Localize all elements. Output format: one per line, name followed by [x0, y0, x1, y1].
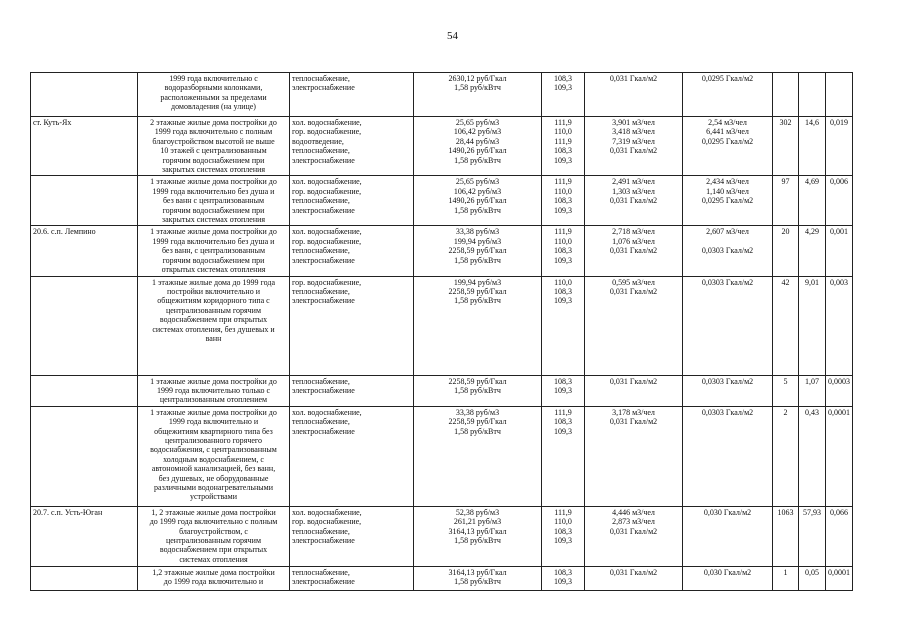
utilities-cell-line: хол. водоснабжение, — [292, 118, 362, 127]
tariff-cell-line: 261,21 руб/м3 — [453, 517, 502, 527]
consumption-norm-cell-line: 0,031 Гкал/м2 — [609, 526, 658, 536]
utilities-cell-line: теплоснабжение, — [292, 246, 350, 256]
households-count-cell: 302 — [773, 117, 799, 176]
index-cell-line: 111,9 — [554, 118, 572, 127]
households-count-cell: 2 — [773, 406, 799, 506]
tariff-cell-line: 1490,26 руб/Гкал — [448, 196, 507, 206]
housing-description-cell-line: постройки включительно и — [167, 286, 260, 296]
consumption-norm-cell — [585, 226, 683, 276]
index-cell-line: 111,9 — [554, 136, 572, 146]
housing-description-cell — [138, 506, 290, 566]
subsidy-norm-cell-line: 0,0295 Гкал/м2 — [701, 136, 754, 146]
table-row — [31, 73, 853, 117]
subsidy-norm-cell-line: 0,0303 Гкал/м2 — [701, 277, 754, 287]
table-row — [31, 176, 853, 226]
consumption-norm-cell-line: 0,031 Гкал/м2 — [609, 196, 658, 206]
tariff-cell-line: 3164,13 руб/Гкал — [448, 526, 507, 536]
consumption-norm-cell-line: 0,031 Гкал/м2 — [609, 286, 658, 296]
housing-description-cell-line: без ванн, с централизованным — [161, 246, 266, 256]
subsidy-norm-cell — [683, 226, 773, 276]
housing-description-cell-line: различными водонагревательными — [154, 482, 273, 492]
housing-description-cell-line: 1 этажные жилые дома постройки до — [150, 407, 277, 417]
tariff-cell-line: 199,94 руб/м3 — [453, 236, 502, 246]
housing-description-cell — [138, 406, 290, 506]
housing-description-cell-line: без ванн с централизованным — [162, 196, 265, 206]
households-count-cell: 1 — [773, 566, 799, 590]
housing-description-cell — [138, 566, 290, 590]
housing-description-cell-line: расположенными за пределами — [160, 92, 267, 102]
consumption-norm-cell — [585, 73, 683, 117]
households-count-cell: 5 — [773, 375, 799, 406]
housing-description-cell-line: 1999 года включительно с — [169, 74, 258, 83]
tariff-cell-line: 33,38 руб/м3 — [455, 407, 500, 417]
subsidy-norm-cell — [683, 566, 773, 590]
housing-description-cell-line: водоснабжением при открытых — [159, 315, 268, 325]
settlement-cell — [31, 73, 138, 117]
subsidy-norm-cell — [683, 375, 773, 406]
housing-description-cell-line: 1 этажные жилые дома постройки до — [150, 376, 277, 386]
subsidy-norm-cell — [683, 406, 773, 506]
tariff-cell-line: 1,58 руб/кВтч — [454, 205, 501, 215]
housing-description-cell — [138, 276, 290, 375]
housing-description-cell-line: общежитиям коридорного типа с — [157, 296, 270, 306]
index-cell-line: 108,3 — [554, 417, 572, 427]
tariff-table — [30, 72, 853, 591]
housing-description-cell-line: водоснабжения, с централизованным — [150, 445, 277, 455]
share-cell: 0,019 — [826, 117, 853, 176]
housing-description-cell-line: централизованным горячим — [165, 535, 262, 545]
tariff-cell-line: 3164,13 руб/Гкал — [448, 567, 507, 577]
index-cell-line: 110,0 — [554, 127, 572, 137]
utilities-cell-line: гор. водоснабжение, — [292, 127, 362, 137]
consumption-norm-cell-line: 0,031 Гкал/м2 — [609, 376, 658, 386]
consumption-norm-cell-line: 0,031 Гкал/м2 — [609, 74, 658, 83]
subsidy-norm-cell-line: 6,441 м3/чел — [706, 127, 749, 137]
utilities-cell-line: теплоснабжение, — [292, 286, 350, 296]
tariff-cell — [414, 375, 542, 406]
table-row — [31, 406, 853, 506]
index-cell-line: 108,3 — [554, 74, 572, 83]
index-cell-line: 109,3 — [554, 155, 572, 165]
index-cell-line: 111,9 — [554, 507, 572, 517]
subsidy-norm-cell-line: 0,030 Гкал/м2 — [703, 567, 752, 577]
index-cell — [542, 226, 585, 276]
tariff-cell-line: 199,94 руб/м3 — [453, 277, 502, 287]
housing-description-cell-line: 1999 года включительно с полным — [154, 127, 273, 137]
consumption-norm-cell-line: 3,418 м3/чел — [612, 127, 655, 137]
tariff-cell-line: 106,42 руб/м3 — [453, 127, 502, 137]
index-cell — [542, 117, 585, 176]
settlement-cell — [31, 276, 138, 375]
index-cell-line: 111,9 — [554, 227, 572, 237]
housing-description-cell-line: централизованным горячим — [165, 305, 262, 315]
tariff-cell-line: 2630,12 руб/Гкал — [448, 74, 507, 83]
utilities-cell — [290, 375, 414, 406]
tariff-cell-line: 2258,59 руб/Гкал — [448, 286, 507, 296]
tariff-cell-line: 25,65 руб/м3 — [455, 118, 500, 127]
utilities-cell-line: хол. водоснабжение, — [292, 507, 362, 517]
subsidy-norm-cell — [683, 176, 773, 226]
utilities-cell-line: электроснабжение — [292, 83, 355, 93]
page-number: 54 — [447, 30, 458, 42]
utilities-cell-line: электроснабжение — [292, 426, 355, 436]
table-row — [31, 566, 853, 590]
housing-description-cell-line: открытых системах отопления — [161, 265, 266, 275]
subsidy-norm-cell-line — [685, 237, 770, 246]
consumption-norm-cell-line: 0,031 Гкал/м2 — [609, 246, 658, 256]
amount-cell: 4,29 — [799, 226, 826, 276]
subsidy-norm-cell-line: 0,0303 Гкал/м2 — [701, 376, 754, 386]
housing-description-cell-line: закрытых системах отопления — [161, 215, 266, 225]
housing-description-cell-line: централизованным отоплением — [159, 395, 268, 405]
housing-description-cell-line: 1 этажные жилые дома постройки до — [150, 177, 277, 187]
table-row — [31, 276, 853, 375]
housing-description-cell-line: 1999 года включительно без душа и — [152, 236, 275, 246]
index-cell-line: 108,3 — [554, 567, 572, 577]
housing-description-cell-line: домовладения (на улице) — [171, 102, 256, 112]
tariff-cell-line: 1,58 руб/кВтч — [454, 426, 501, 436]
index-cell — [542, 506, 585, 566]
tariff-cell — [414, 506, 542, 566]
subsidy-norm-cell — [683, 506, 773, 566]
utilities-cell-line: электроснабжение — [292, 205, 355, 215]
housing-description-cell-line: водоснабжением при открытых — [159, 545, 268, 555]
index-cell-line: 108,3 — [554, 146, 572, 156]
tariff-cell-line: 2258,59 руб/Гкал — [448, 246, 507, 256]
consumption-norm-cell-line: 0,595 м3/чел — [612, 277, 655, 287]
households-count-cell: 20 — [773, 226, 799, 276]
housing-description-cell — [138, 117, 290, 176]
tariff-cell-line: 1,58 руб/кВтч — [454, 255, 501, 265]
amount-cell: 9,01 — [799, 276, 826, 375]
utilities-cell-line: хол. водоснабжение, — [292, 227, 362, 237]
index-cell-line: 108,3 — [554, 376, 572, 386]
index-cell — [542, 276, 585, 375]
utilities-cell-line: теплоснабжение, — [292, 417, 350, 427]
utilities-cell-line: хол. водоснабжение, — [292, 407, 362, 417]
table-row — [31, 117, 853, 176]
consumption-norm-cell-line: 0,031 Гкал/м2 — [609, 146, 658, 156]
utilities-cell-line: водоотведение, — [292, 136, 344, 146]
housing-description-cell — [138, 73, 290, 117]
tariff-cell-line: 1490,26 руб/Гкал — [448, 146, 507, 156]
subsidy-norm-cell-line: 0,030 Гкал/м2 — [703, 507, 752, 517]
utilities-cell — [290, 117, 414, 176]
subsidy-norm-cell-line: 0,0303 Гкал/м2 — [701, 407, 754, 417]
utilities-cell-line: электроснабжение — [292, 577, 355, 587]
share-cell: 0,066 — [826, 506, 853, 566]
table-row — [31, 375, 853, 406]
utilities-cell-line: теплоснабжение, — [292, 74, 350, 83]
utilities-cell-line: теплоснабжение, — [292, 196, 350, 206]
index-cell-line: 109,3 — [554, 535, 572, 545]
tariff-cell — [414, 566, 542, 590]
households-count-cell: 1063 — [773, 506, 799, 566]
housing-description-cell-line: устройствами — [189, 492, 238, 502]
utilities-cell-line: хол. водоснабжение, — [292, 177, 362, 187]
subsidy-norm-cell-line: 0,0303 Гкал/м2 — [701, 246, 754, 256]
index-cell-line: 109,3 — [554, 577, 572, 587]
housing-description-cell-line: 10 этажей с централизованным — [160, 146, 267, 156]
housing-description-cell-line: закрытых системах отопления — [161, 165, 266, 175]
utilities-cell-line: электроснабжение — [292, 535, 355, 545]
index-cell-line: 110,0 — [554, 236, 572, 246]
settlement-cell: 20.7. с.п. Усть-Юган — [31, 506, 138, 566]
share-cell — [826, 73, 853, 117]
housing-description-cell-line: системах отопления — [179, 554, 248, 564]
index-cell-line: 109,3 — [554, 296, 572, 306]
amount-cell: 0,05 — [799, 566, 826, 590]
consumption-norm-cell — [585, 406, 683, 506]
tariff-cell-line: 33,38 руб/м3 — [455, 227, 500, 237]
utilities-cell-line: электроснабжение — [292, 296, 355, 306]
index-cell — [542, 566, 585, 590]
consumption-norm-cell-line: 2,491 м3/чел — [612, 177, 655, 187]
utilities-cell-line: гор. водоснабжение, — [292, 517, 362, 527]
amount-cell: 1,07 — [799, 375, 826, 406]
housing-description-cell-line: автономной канализацией, без ванн, — [151, 464, 276, 474]
index-cell — [542, 176, 585, 226]
index-cell — [542, 406, 585, 506]
index-cell-line: 109,3 — [554, 426, 572, 436]
tariff-cell-line: 2258,59 руб/Гкал — [448, 417, 507, 427]
tariff-cell-line: 1,58 руб/кВтч — [454, 155, 501, 165]
consumption-norm-cell-line: 7,319 м3/чел — [612, 136, 655, 146]
consumption-norm-cell-line: 1,076 м3/чел — [612, 236, 655, 246]
subsidy-norm-cell-line: 0,0295 Гкал/м2 — [701, 196, 754, 206]
tariff-cell — [414, 176, 542, 226]
tariff-cell — [414, 73, 542, 117]
tariff-cell-line: 2258,59 руб/Гкал — [448, 376, 507, 386]
housing-description-cell-line: горячим водоснабжением при — [162, 255, 265, 265]
housing-description-cell — [138, 375, 290, 406]
utilities-cell-line: теплоснабжение, — [292, 526, 350, 536]
utilities-cell-line: электроснабжение — [292, 255, 355, 265]
consumption-norm-cell-line: 3,901 м3/чел — [612, 118, 655, 127]
housing-description-cell-line: 2 этажные жилые дома постройки до — [150, 118, 277, 127]
utilities-cell-line: теплоснабжение, — [292, 567, 350, 577]
utilities-cell — [290, 506, 414, 566]
table-body — [31, 73, 853, 591]
utilities-cell-line: теплоснабжение, — [292, 146, 350, 156]
housing-description-cell-line: горячим водоснабжением при — [162, 155, 265, 165]
share-cell: 0,0001 — [826, 566, 853, 590]
utilities-cell-line: гор. водоснабжение, — [292, 186, 362, 196]
settlement-cell — [31, 406, 138, 506]
utilities-cell — [290, 566, 414, 590]
subsidy-norm-cell-line: 2,54 м3/чел — [708, 118, 747, 127]
consumption-norm-cell-line: 2,873 м3/чел — [612, 517, 655, 527]
consumption-norm-cell-line: 0,031 Гкал/м2 — [609, 567, 658, 577]
index-cell-line: 108,3 — [554, 246, 572, 256]
housing-description-cell-line: ванн — [205, 333, 222, 343]
index-cell-line: 110,0 — [554, 517, 572, 527]
index-cell-line: 109,3 — [554, 83, 572, 93]
table-row — [31, 226, 853, 276]
utilities-cell-line: гор. водоснабжение, — [292, 236, 362, 246]
tariff-cell-line: 1,58 руб/кВтч — [454, 535, 501, 545]
households-count-cell: 42 — [773, 276, 799, 375]
share-cell: 0,0001 — [826, 406, 853, 506]
housing-description-cell-line: без душевых, не оборудованные — [158, 473, 269, 483]
index-cell-line: 109,3 — [554, 255, 572, 265]
households-count-cell — [773, 73, 799, 117]
subsidy-norm-cell — [683, 73, 773, 117]
subsidy-norm-cell — [683, 117, 773, 176]
share-cell: 0,001 — [826, 226, 853, 276]
subsidy-norm-cell — [683, 276, 773, 375]
index-cell-line: 110,0 — [554, 277, 572, 287]
amount-cell: 57,93 — [799, 506, 826, 566]
housing-description-cell-line: 1 этажные жилые дома постройки до — [150, 227, 277, 237]
utilities-cell — [290, 406, 414, 506]
consumption-norm-cell-line: 0,031 Гкал/м2 — [609, 417, 658, 427]
consumption-norm-cell-line: 3,178 м3/чел — [612, 407, 655, 417]
index-cell-line: 111,9 — [554, 177, 572, 187]
housing-description-cell-line: до 1999 года включительно с полным — [149, 517, 278, 527]
housing-description-cell — [138, 176, 290, 226]
utilities-cell-line: гор. водоснабжение, — [292, 277, 362, 287]
subsidy-norm-cell-line: 0,0295 Гкал/м2 — [701, 74, 754, 83]
share-cell: 0,006 — [826, 176, 853, 226]
index-cell-line: 111,9 — [554, 407, 572, 417]
amount-cell — [799, 73, 826, 117]
consumption-norm-cell-line: 4,446 м3/чел — [612, 507, 655, 517]
housing-description-cell — [138, 226, 290, 276]
amount-cell: 14,6 — [799, 117, 826, 176]
index-cell-line: 108,3 — [554, 196, 572, 206]
housing-description-cell-line: общежитиям квартирного типа без — [154, 426, 273, 436]
subsidy-norm-cell-line: 2,607 м3/чел — [706, 227, 749, 237]
housing-description-cell-line: холодным водоснабжением, с — [163, 454, 264, 464]
consumption-norm-cell — [585, 176, 683, 226]
amount-cell: 4,69 — [799, 176, 826, 226]
utilities-cell-line: электроснабжение — [292, 385, 355, 395]
housing-description-cell-line: благоустройством, с — [179, 526, 248, 536]
housing-description-cell-line: 1, 2 этажные жилые дома постройки — [151, 507, 276, 517]
housing-description-cell-line: системах отопления, без душевых и — [152, 324, 275, 334]
consumption-norm-cell-line: 2,718 м3/чел — [612, 227, 655, 237]
consumption-norm-cell — [585, 276, 683, 375]
utilities-cell — [290, 176, 414, 226]
index-cell — [542, 375, 585, 406]
index-cell-line: 108,3 — [554, 286, 572, 296]
subsidy-norm-cell-line: 2,434 м3/чел — [706, 177, 749, 187]
housing-description-cell-line: 1 этажные жилые дома до 1999 года — [151, 277, 276, 287]
index-cell-line: 110,0 — [554, 186, 572, 196]
tariff-cell-line: 25,65 руб/м3 — [455, 177, 500, 187]
consumption-norm-cell — [585, 566, 683, 590]
tariff-cell-line: 106,42 руб/м3 — [453, 186, 502, 196]
settlement-cell: 20.6. с.п. Лемпино — [31, 226, 138, 276]
index-cell-line: 109,3 — [554, 205, 572, 215]
housing-description-cell-line: 1,2 этажные жилые дома постройки — [152, 567, 275, 577]
index-cell-line: 108,3 — [554, 526, 572, 536]
housing-description-cell-line: 1999 года включительно без душа и — [152, 186, 275, 196]
subsidy-norm-cell-line: 1,140 м3/чел — [706, 186, 749, 196]
housing-description-cell-line: водоразборными колонками, — [164, 83, 263, 93]
amount-cell: 0,43 — [799, 406, 826, 506]
consumption-norm-cell-line: 1,303 м3/чел — [612, 186, 655, 196]
tariff-cell — [414, 276, 542, 375]
utilities-cell-line: электроснабжение — [292, 155, 355, 165]
utilities-cell — [290, 226, 414, 276]
housing-description-cell-line: 1999 года включительно и — [168, 417, 259, 427]
tariff-cell — [414, 117, 542, 176]
tariff-cell-line: 52,38 руб/м3 — [455, 507, 500, 517]
consumption-norm-cell — [585, 117, 683, 176]
table-row — [31, 506, 853, 566]
housing-description-cell-line: централизованного горячего — [165, 435, 262, 445]
index-cell-line: 109,3 — [554, 385, 572, 395]
settlement-cell — [31, 566, 138, 590]
settlement-cell — [31, 375, 138, 406]
tariff-cell-line: 1,58 руб/кВтч — [454, 296, 501, 306]
utilities-cell-line: теплоснабжение, — [292, 376, 350, 386]
settlement-cell — [31, 176, 138, 226]
tariff-cell — [414, 226, 542, 276]
index-cell — [542, 73, 585, 117]
consumption-norm-cell — [585, 506, 683, 566]
tariff-cell-line: 1,58 руб/кВтч — [454, 83, 501, 93]
utilities-cell — [290, 73, 414, 117]
tariff-cell-line: 28,44 руб/м3 — [455, 136, 500, 146]
tariff-cell — [414, 406, 542, 506]
housing-description-cell-line: горячим водоснабжением при — [162, 205, 265, 215]
households-count-cell: 97 — [773, 176, 799, 226]
housing-description-cell-line: до 1999 года включительно и — [163, 577, 264, 587]
share-cell: 0,0003 — [826, 375, 853, 406]
tariff-cell-line: 1,58 руб/кВтч — [454, 577, 501, 587]
settlement-cell: ст. Куть-Ях — [31, 117, 138, 176]
tariff-cell-line: 1,58 руб/кВтч — [454, 385, 501, 395]
housing-description-cell-line: благоустройством высотой не выше — [152, 136, 275, 146]
consumption-norm-cell — [585, 375, 683, 406]
share-cell: 0,003 — [826, 276, 853, 375]
housing-description-cell-line: 1999 года включительно только с — [156, 385, 271, 395]
utilities-cell — [290, 276, 414, 375]
